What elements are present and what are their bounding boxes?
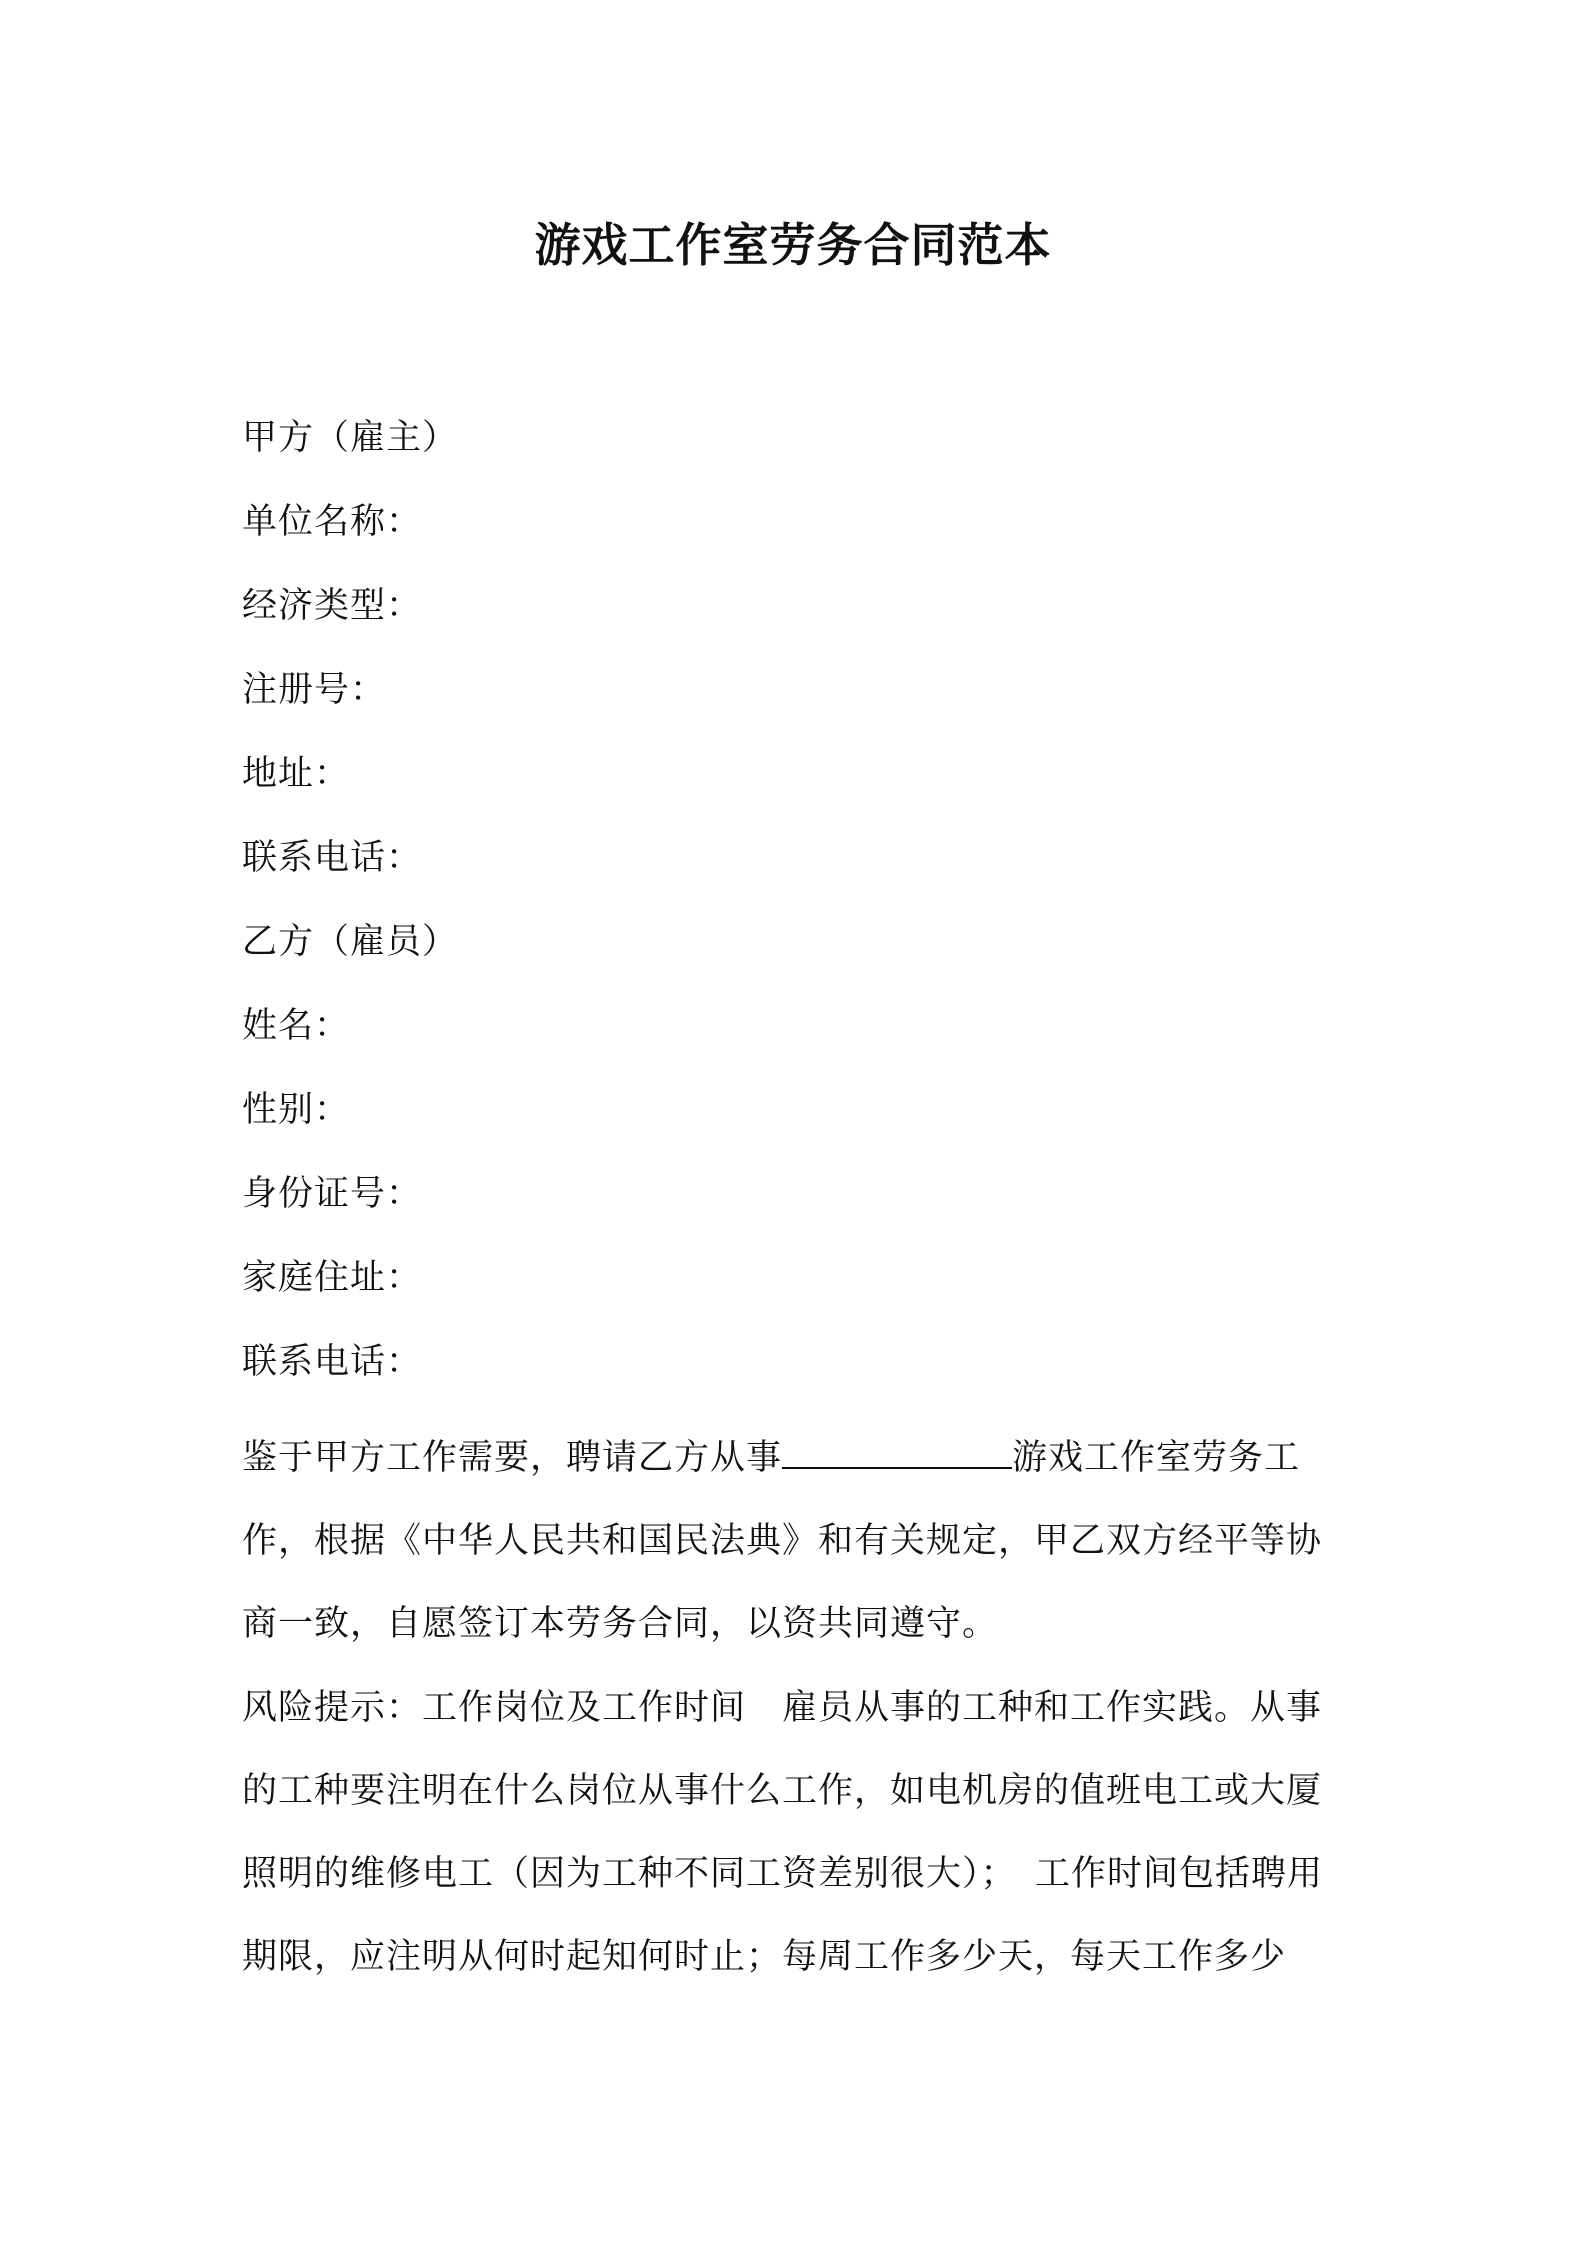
field-party-b-phone: 联系电话：: [242, 1342, 423, 1382]
contract-intro-paragraph: [242, 1417, 1357, 1666]
field-home-address: 家庭住址：: [242, 1258, 423, 1298]
field-registration-number: 注册号：: [242, 670, 387, 710]
job-type-blank-line: [782, 1433, 1012, 1469]
party-fields: [242, 408, 1352, 1416]
field-id-number: 身份证号：: [242, 1174, 423, 1214]
field-gender: 性别：: [242, 1090, 351, 1130]
field-party-b-heading: 乙方（雇员）: [242, 922, 459, 962]
intro-text-before-blank: 鉴于甲方工作需要，聘请乙方从事: [242, 1438, 783, 1478]
field-company-name: 单位名称：: [242, 502, 423, 542]
document-title: 游戏工作室劳务合同范本: [534, 218, 1052, 272]
intro-text-after-blank: 游戏工作室劳务工作，根据《中华人民共和国民法典》和有关规定，甲乙双方经平等协商一致，自愿签订本劳务合同，以资共同遵守。: [242, 1438, 1323, 1644]
field-name: 姓名：: [242, 1006, 351, 1046]
field-party-a-heading: 甲方（雇主）: [242, 418, 459, 458]
field-address: 地址：: [242, 754, 351, 794]
field-economic-type: 经济类型：: [242, 586, 423, 626]
risk-notice-paragraph: 风险提示：工作岗位及工作时间 雇员从事的工种和工作实践。从事的工种要注明在什么岗位从事什么工作，如电机房的值班电工或大厦照明的维修电工（因为工种不同工资差别很大）； 工作时间包括聘用期限，应注明从何时起知何时止；每周工作多少天，每天工作多少: [242, 1688, 1324, 1977]
field-party-a-phone: 联系电话：: [242, 838, 423, 878]
